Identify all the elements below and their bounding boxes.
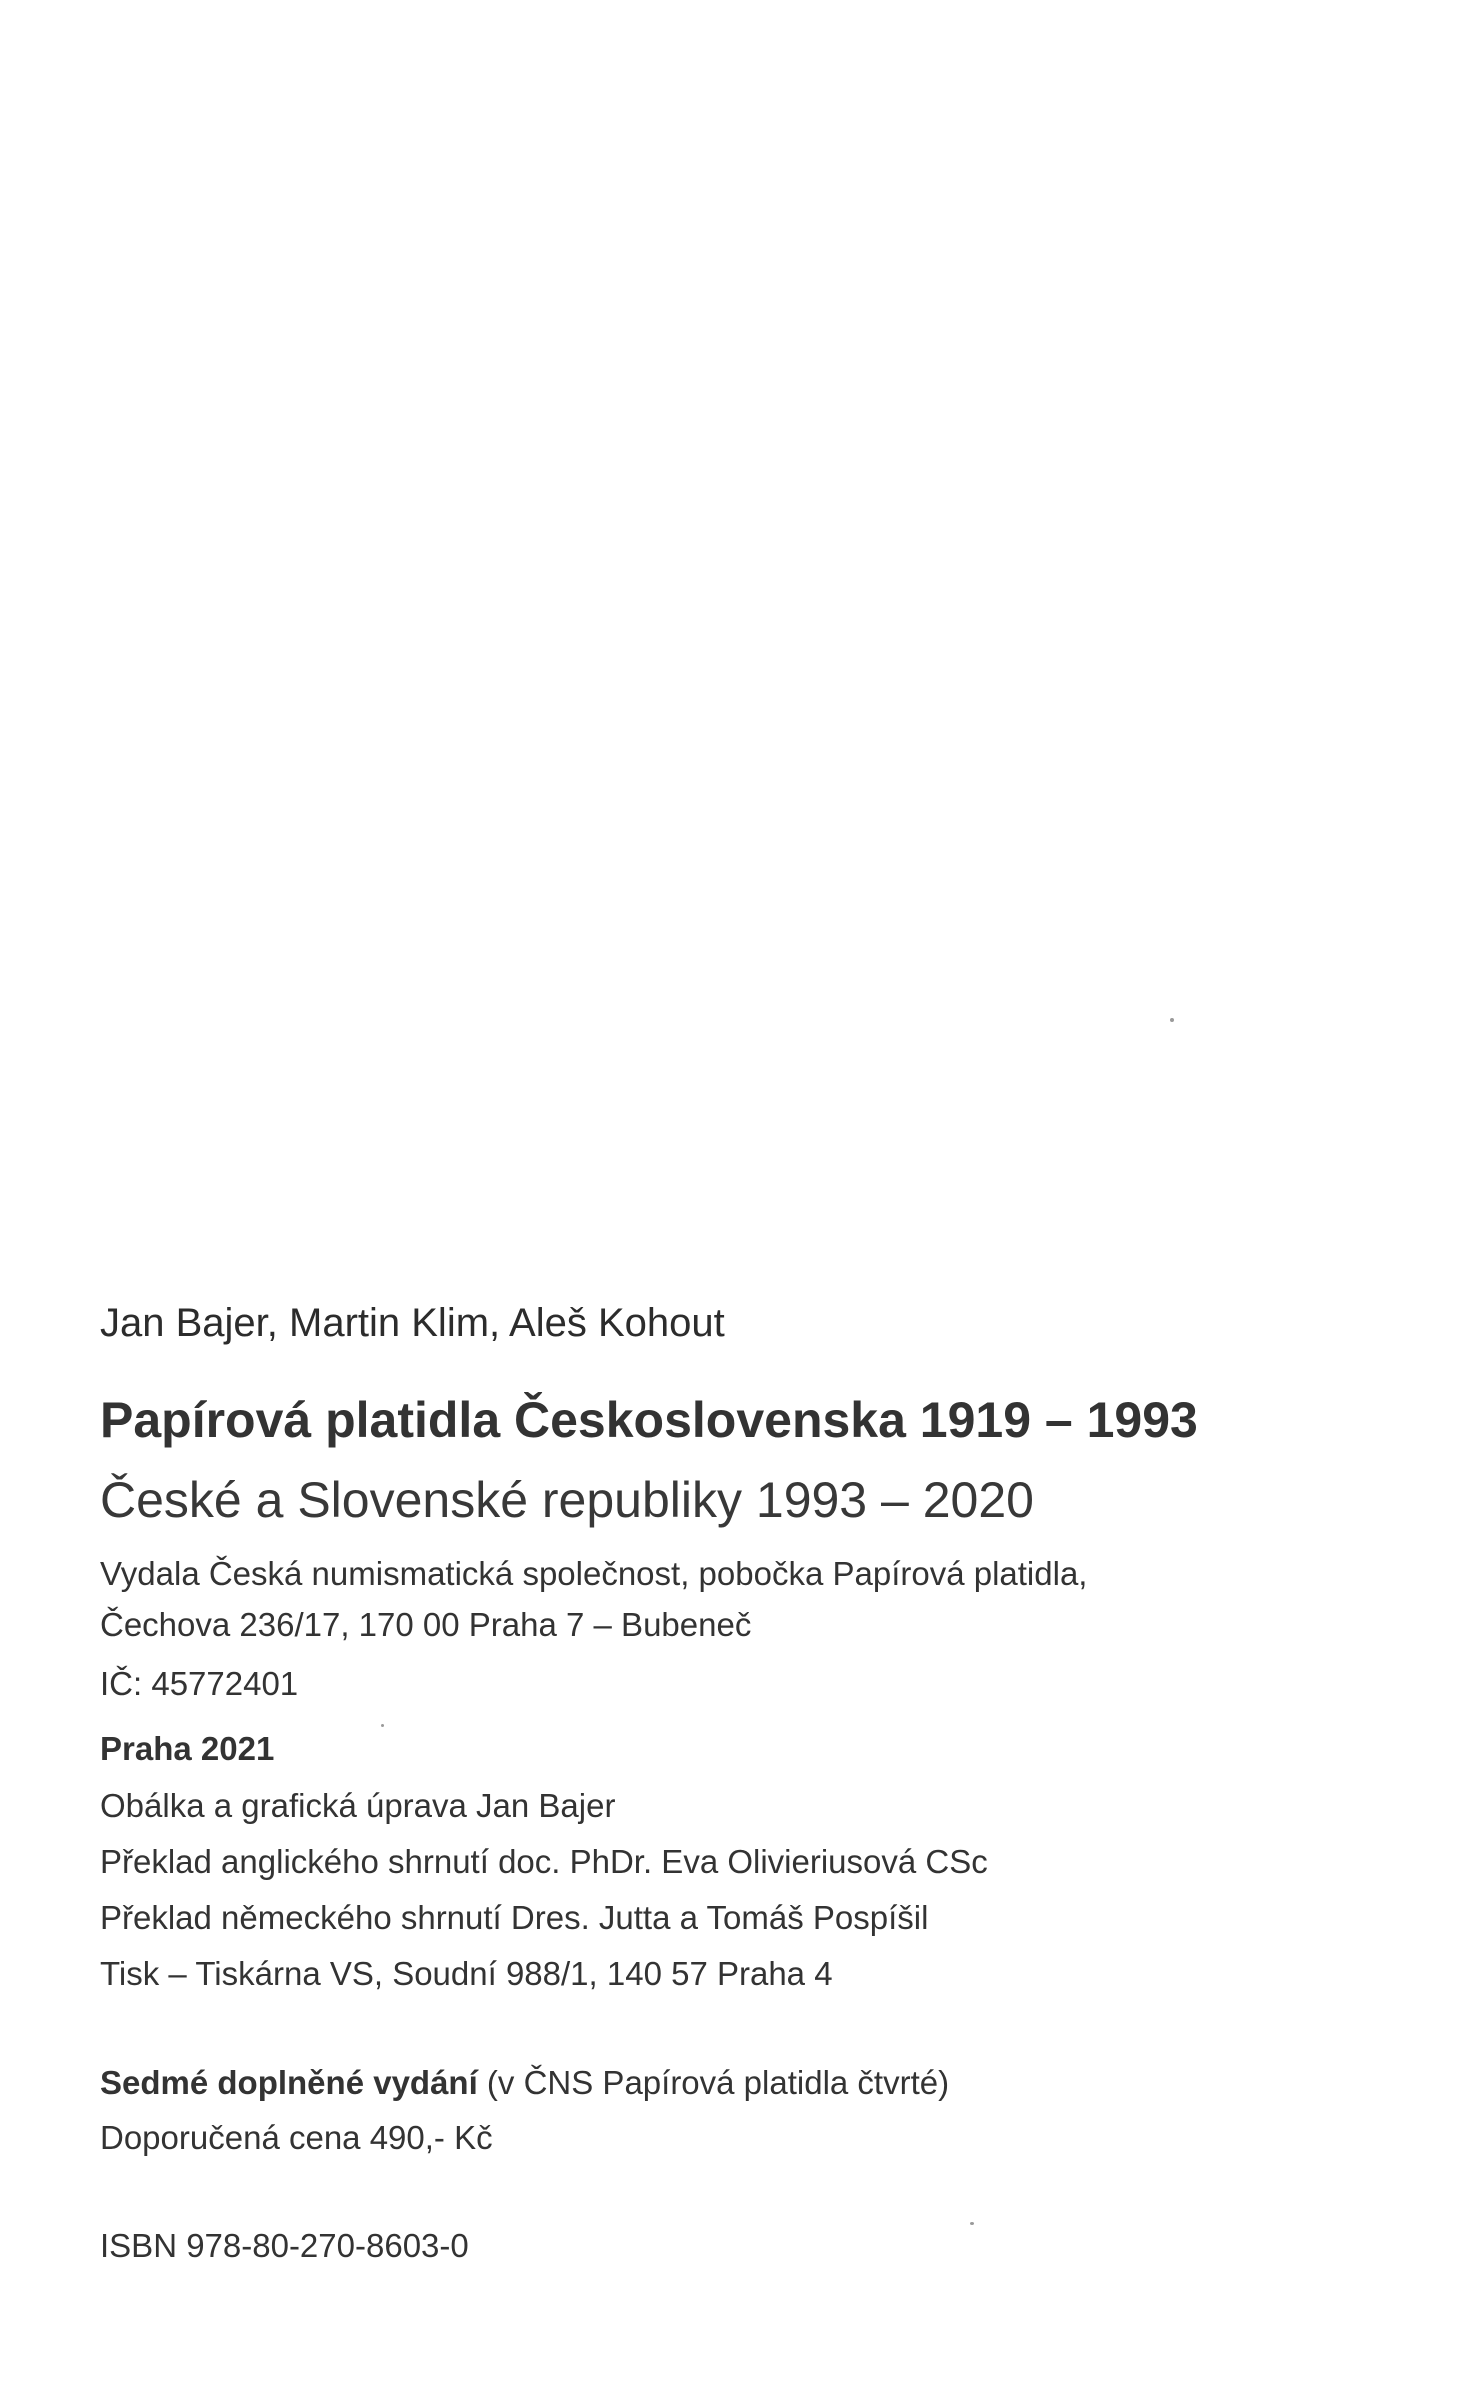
publisher-line-2: Čechova 236/17, 170 00 Praha 7 – Bubeneč [100,1606,752,1643]
edition-detail: (v ČNS Papírová platidla čtvrté) [477,2064,950,2101]
edition-label: Sedmé doplněné vydání [100,2064,478,2101]
place-year: Praha 2021 [100,1730,275,1767]
isbn: ISBN 978-80-270-8603-0 [100,2227,469,2264]
printer-credit: Tisk – Tiskárna VS, Soudní 988/1, 140 57 Praha 4 [100,1955,833,1992]
recommended-price: Doporučená cena 490,- Kč [100,2119,493,2156]
company-id: IČ: 45772401 [100,1665,299,1702]
paper-speck [1170,1018,1174,1022]
cover-design-credit: Obálka a grafická úprava Jan Bajer [100,1787,616,1824]
authors: Jan Bajer, Martin Klim, Aleš Kohout [100,1301,725,1345]
imprint-block [100,1300,1400,2266]
publisher-line-1: Vydala Česká numismatická společnost, pobočka Papírová platidla, [100,1555,1088,1592]
edition-note [100,2063,1400,2103]
german-translation-credit: Překlad německého shrnutí Dres. Jutta a Tomáš Pospíšil [100,1899,929,1936]
english-translation-credit: Překlad anglického shrnutí doc. PhDr. Eva Olivieriusová CSc [100,1843,988,1880]
book-title: Papírová platidla Československa 1919 – 1993 [100,1392,1198,1448]
book-subtitle: České a Slovenské republiky 1993 – 2020 [100,1472,1034,1528]
